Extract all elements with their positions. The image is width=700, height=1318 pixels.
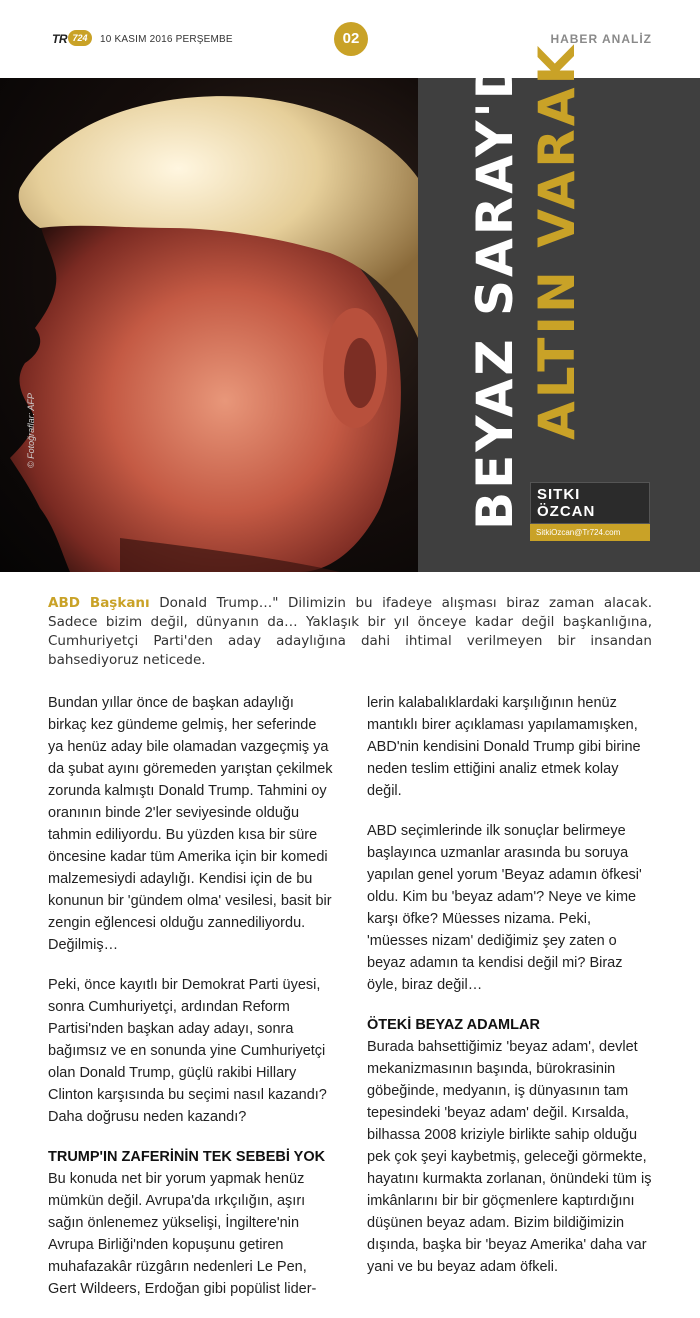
lead-text: Donald Trump…" Dilimizin bu ifadeye alışması biraz zaman alacak. Sadece bizim değil, dünyanın da… Yaklaşık bir yıl önceye kadar değil başkanlığına, Cumhuriyetçi Parti'den aday adaylığına dahi ihtimal verilmeyen bir insandan bahsediyoruz neticede.: [48, 595, 653, 668]
lead-keyword: ABD Başkanı: [48, 595, 150, 611]
body-column-right: [367, 692, 653, 1296]
paragraph: Burada bahsettiğimiz 'beyaz adam', devlet mekanizmasının başında, bürokrasinin göbeğinde, medyanın, iş dünyasının tam tepesindeki 'beyaz adam' değil. Kırsalda, bilhassa 2008 kriziyle birlikte sahip olduğu pek çok şeyi kaybetmiş, geleceği görmekte, hayatını kurmakta zorlanan, önündeki tüm iş imkânlarını bir bir göçmenlere kaptırdığını düşünen beyaz adam. Bizim bildiğimizin dışında, başka bir 'beyaz Amerika' daha var yani ve bu beyaz adam öfkeli.: [367, 1039, 652, 1275]
tr724-logo: [52, 32, 94, 46]
headline-line-1: BEYAZ SARAY'DA: [466, 13, 524, 530]
section-label: HABER ANALİZ: [550, 32, 652, 46]
paragraph: ABD seçimlerinde ilk sonuçlar belirmeye başlayınca uzmanlar arasında bu soruya yapılan genel yorum 'Beyaz adamın öfkesi' oldu. Kim bu 'beyaz adam'? Neye ve kime karşı öfke? Müesses nizama. Peki, 'müesses nizam' dediğimiz şey zaten o beyaz adamın ta kendisi değil mi? Biraz öyle, biraz değil…: [367, 823, 642, 993]
author-byline: [530, 482, 650, 537]
author-name: SITKI ÖZCAN: [530, 482, 650, 524]
logo-badge: 724: [68, 30, 92, 46]
author-email: SitkiOzcan@Tr724.com: [530, 524, 650, 541]
headline-line-2: ALTIN VARAK: [528, 42, 586, 440]
page-header: [0, 0, 700, 78]
paragraph: Bundan yıllar önce de başkan adaylığı birkaç kez gündeme gelmiş, her seferinde ya henüz aday bile olamadan vazgeçmiş ya da şubat ayını göremeden yarıştan çekilmek zorunda kalmıştı Donald Trump. Tahmini oy oranının binde 2'ler seviyesinde olduğu tahmin ediliyordu. Bu yüzden kısa bir süre öncesine kadar tüm Amerika için bir komedi malzemesiydi adaylığı. Kendisi için de bu konunun bir 'gündem olma' vesilesi, basit bir zengin eğlencesi olduğu zannediliyordu. Değilmiş…: [48, 695, 333, 953]
photo-credit: © Fotoğraflar: AFP: [26, 393, 36, 468]
paragraph: Peki, önce kayıtlı bir Demokrat Parti üyesi, sonra Cumhuriyetçi, ardından Reform Partisi'nden başkan aday adayı, sonra bağımsız ve en sonunda yine Cumhuriyetçi olan Donald Trump, güçlü rakibi Hillary Clinton karşısında bu seçimi nasıl kazandı? Daha doğrusu neden kazandı?: [48, 977, 327, 1125]
paragraph: Bu konuda net bir yorum yapmak henüz mümkün değil. Avrupa'da ırkçılığın, aşırı sağın önlenemez yükselişi, İngiltere'nin Avrupa Birliği'nden kopuşunu getiren muhafazakâr rüzgârın nedenleri Le Pen, Gert Wildeers, Erdoğan gibi popülist lider-: [48, 1171, 317, 1297]
trump-profile-photo: [0, 78, 418, 572]
subheading: ÖTEKİ BEYAZ ADAMLAR: [367, 1017, 540, 1033]
body-column-left: [48, 692, 334, 1318]
lead-paragraph: [48, 594, 652, 670]
paragraph: lerin kalabalıklardaki karşılığının henüz mantıklı birer açıklaması yapılamamışken, ABD'nin kendisini Donald Trump gibi birine neden teslim ettiğini analiz etmek kolay değil.: [367, 695, 641, 799]
subheading: TRUMP'IN ZAFERİNİN TEK SEBEBİ YOK: [48, 1149, 326, 1165]
portrait-illustration: [0, 78, 418, 572]
logo-tr-text: TR: [52, 32, 67, 46]
issue-date: 10 KASIM 2016 PERŞEMBE: [100, 34, 233, 45]
page-number-badge: 02: [334, 22, 368, 56]
